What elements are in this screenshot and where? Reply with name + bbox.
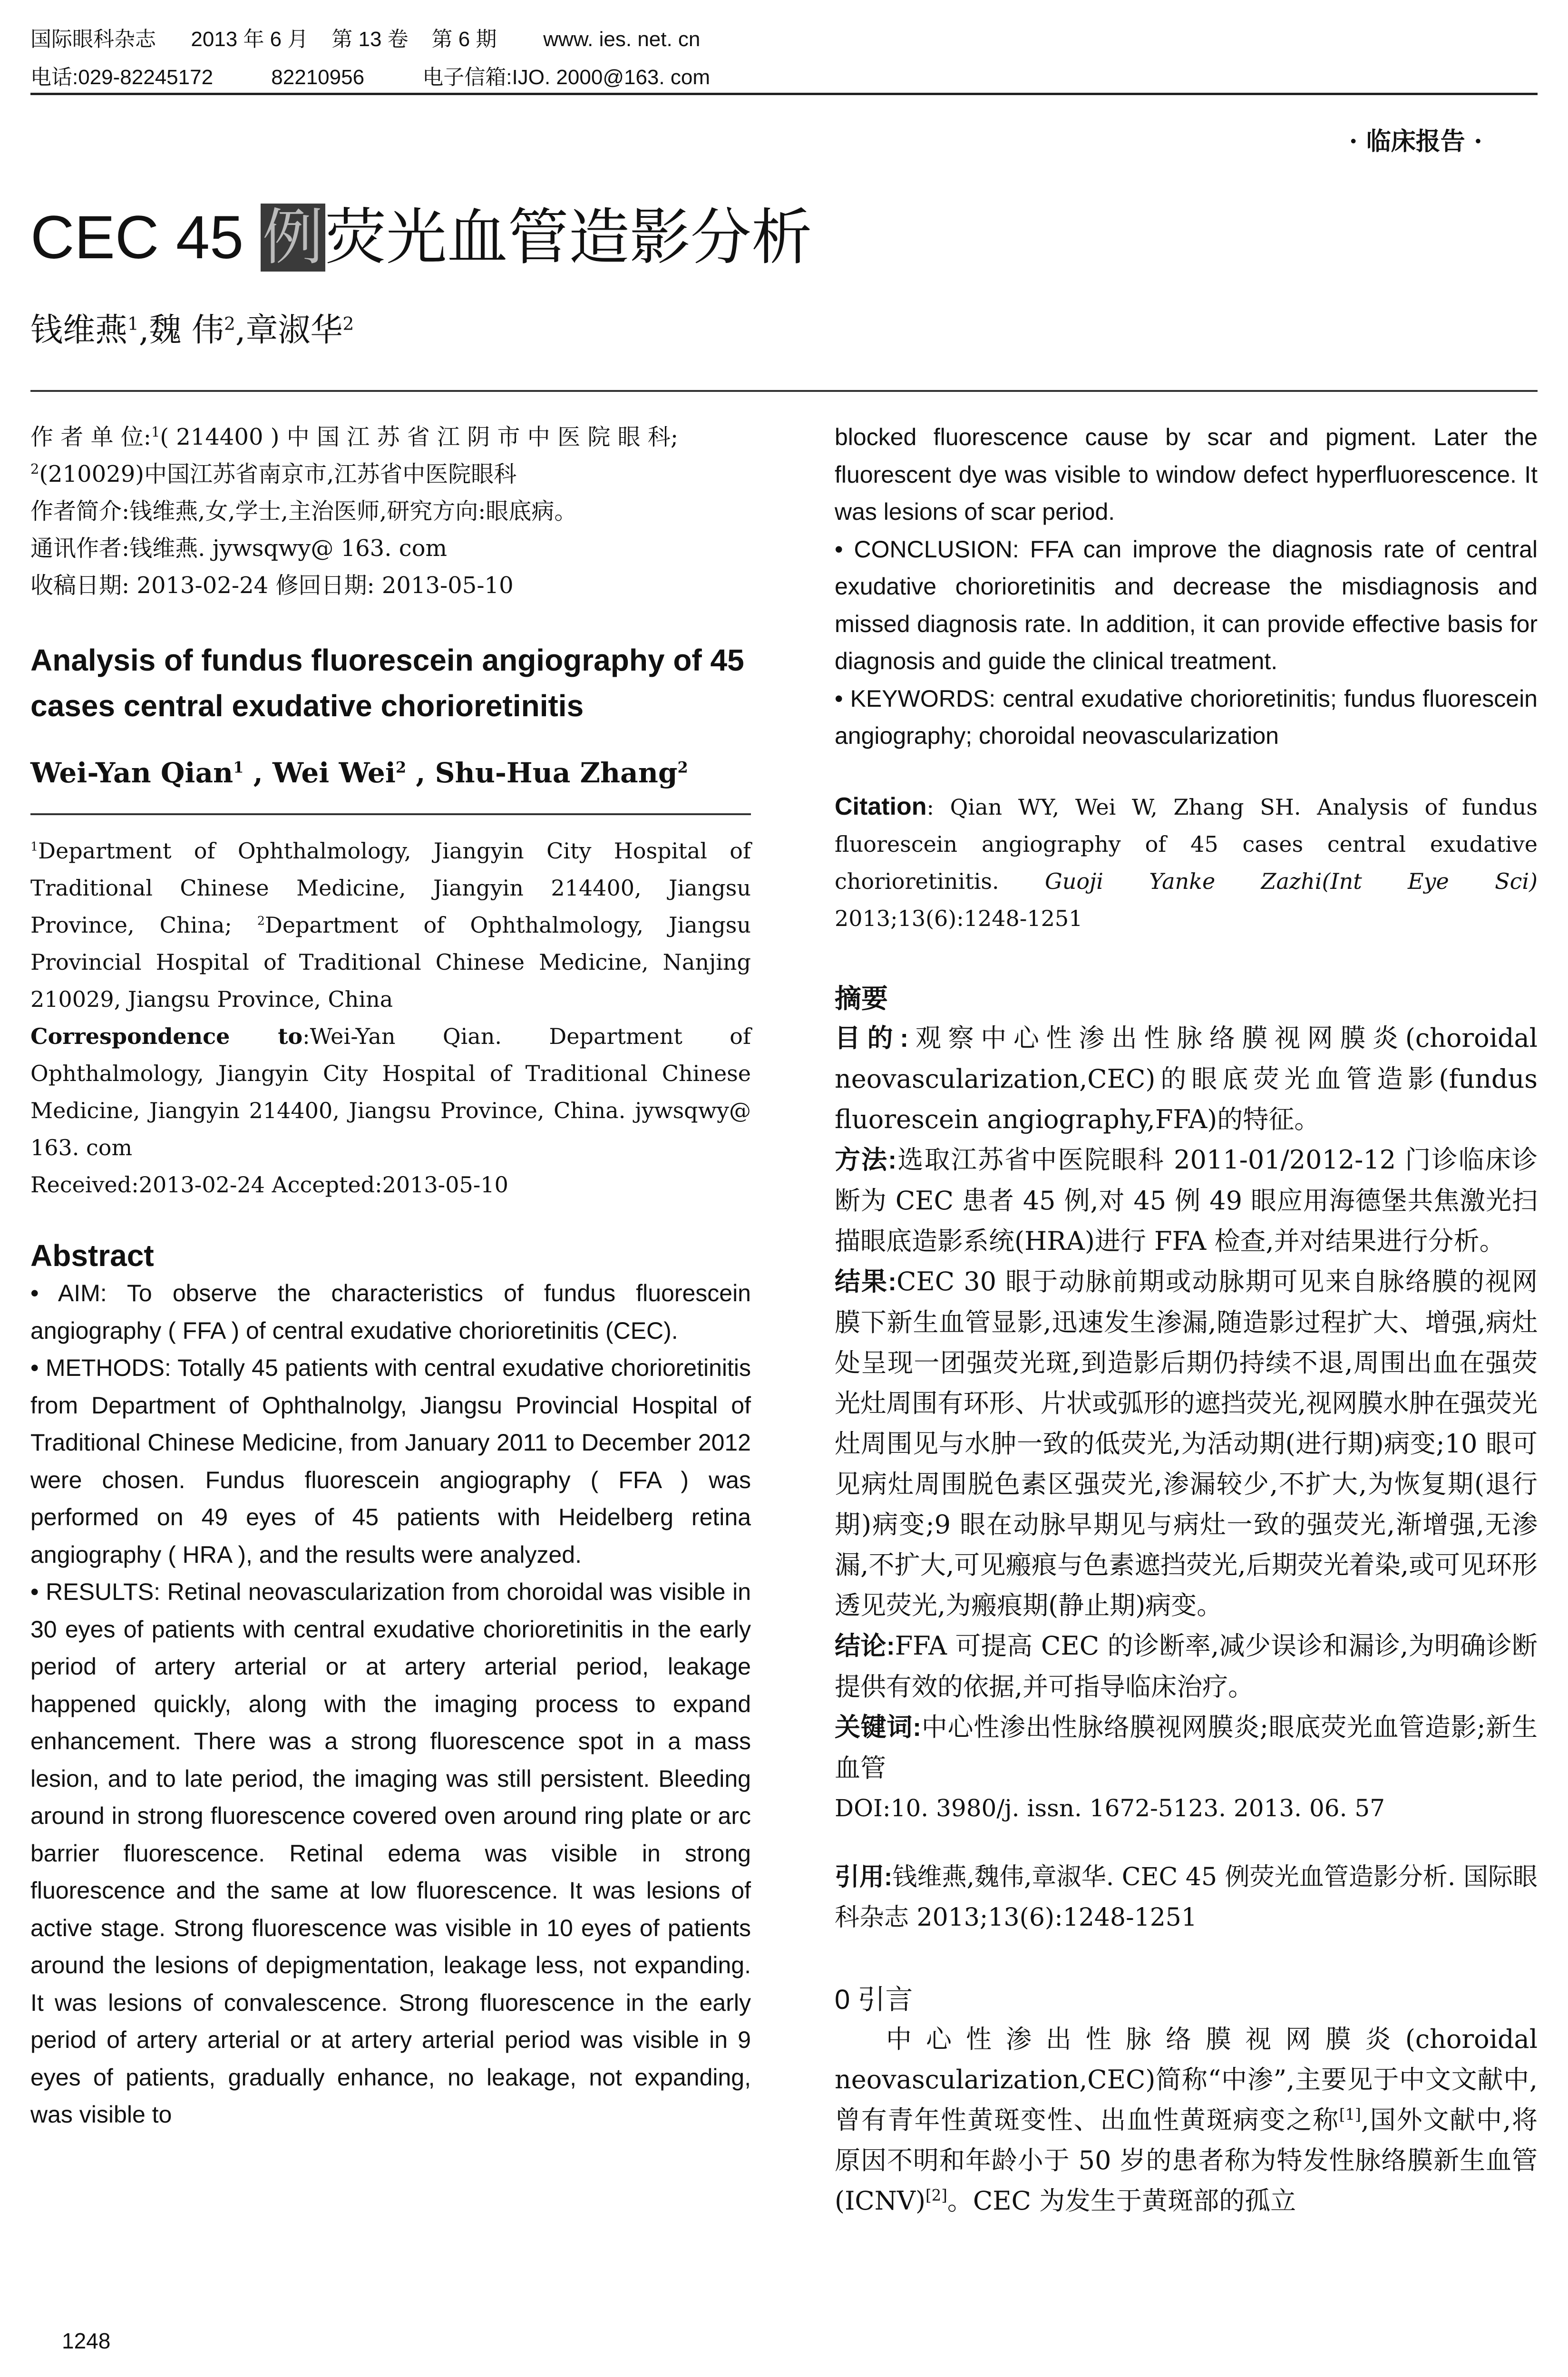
zh-conclusion: FFA 可提高 CEC 的诊断率,减少误诊和漏诊,为明确诊断提供有效的依据,并可指导临床治疗。 — [835, 1630, 1538, 1702]
author-affil-sup: 1 — [127, 313, 139, 334]
english-authors — [30, 751, 751, 794]
abstract-body — [30, 1275, 751, 2133]
zh-methods-label: 方法: — [835, 1145, 897, 1174]
intro-text-2: ,国外文献中,将原因不明和年龄小于 50 岁的患者称为特发性脉络膜新生血管(ICNV) — [835, 2104, 1538, 2216]
english-affiliations — [30, 832, 751, 1203]
author-affil-sup: 2 — [395, 758, 407, 777]
title-highlight: 例 — [261, 204, 325, 272]
page-number: 1248 — [62, 2328, 111, 2353]
abstract-results-continued: blocked fluorescence cause by scar and pigment. Later the fluorescent dye was visible to window defect hyperfluorescence. It was lesions of scar period. — [835, 424, 1538, 525]
unit-sup: 1 — [151, 424, 160, 440]
zh-keywords: 中心性渗出性脉络膜视网膜炎;眼底荧光血管造影;新生血管 — [835, 1712, 1538, 1783]
journal-header-line1: 国际眼科杂志 2013 年 6 月 第 13 卷 第 6 期 www. ies. net. cn — [30, 28, 701, 51]
title-prefix: CEC 45 — [30, 204, 261, 272]
unit-label: 作 者 单 位: — [30, 424, 151, 450]
zh-aim-label: 目的: — [835, 1023, 909, 1052]
corresponding-author: 通讯作者:钱维燕. jywsqwy@ 163. com — [30, 535, 448, 562]
author-list — [30, 309, 354, 352]
zh-methods: 选取江苏省中医院眼科 2011-01/2012-12 门诊临床诊断为 CEC 患者 45 例,对 45 例 49 眼应用海德堡共焦激光扫描眼底造影系统(HRA)进行 FFA 检查,并对结果进行分析。 — [835, 1144, 1538, 1256]
zh-citation-text: 钱维燕,魏伟,章淑华. CEC 45 例荧光血管造影分析. 国际眼科杂志 2013;13(6):1248-1251 — [835, 1862, 1538, 1932]
affiliation-2: Department of Ophthalmology, Jiangsu Provincial Hospital of Traditional Chinese Medicine, Nanjing 210029, Jiangsu Province, China — [30, 912, 751, 1012]
author-name: ,魏 伟 — [138, 312, 224, 349]
citation-tail: 2013;13(6):1248-1251 — [835, 905, 1083, 931]
abstract-aim: • AIM: To observe the characteristics of fundus fluorescein angiography ( FFA ) of central exudative chorioretinitis (CEC). — [30, 1280, 751, 1344]
author-name: 钱维燕 — [30, 312, 128, 349]
citation-journal: Guoji Yanke Zazhi(Int Eye Sci) — [1044, 868, 1538, 894]
correspondence-label: Correspondence to — [30, 1023, 303, 1049]
abstract-heading: Abstract — [30, 1238, 154, 1273]
intro-heading: 0 引言 — [835, 1984, 913, 2015]
author-affil-sup: 1 — [233, 758, 244, 777]
unit-sup: 2 — [30, 461, 39, 477]
english-title: Analysis of fundus fluorescein angiography of 45 cases central exudative chorioretinitis — [30, 643, 744, 723]
author-affil-sup: 2 — [224, 313, 235, 334]
abstract-methods: • METHODS: Totally 45 patients with central exudative chorioretinitis from Department of Ophthalnolgy, Jiangsu Provincial Hospital of Traditional Chinese Medicine, from January 2011 to December 2012 were chosen. Fundus fluorescein angiography ( FFA ) was performed on 49 eyes of 45 patients with Heidelberg retina angiography ( HRA ), and the results were analyzed. — [30, 1354, 751, 1568]
affil-sup: 2 — [257, 914, 265, 928]
intro-paragraph — [835, 2019, 1538, 2221]
citation-text: : Qian WY, Wei W, Zhang SH. Analysis of fundus fluorescein angiography of 45 cases central exudative chorioretinitis. — [835, 794, 1538, 894]
reference-marker[interactable]: [2] — [925, 2186, 947, 2204]
abstract-keywords: • KEYWORDS: central exudative chorioretinitis; fundus fluorescein angiography; choroidal neovascularization — [835, 685, 1538, 749]
intro-text-1: 中心性渗出性脉络膜视网膜炎(choroidal neovascularization,CEC)简称“中渗”,主要见于中文文献中,曾有青年性黄斑变性、出血性黄斑病变之称 — [835, 2024, 1538, 2135]
intro-text-3: 。CEC 为发生于黄斑部的孤立 — [947, 2185, 1296, 2216]
left-column — [30, 419, 751, 2133]
received-dates: 收稿日期: 2013-02-24 修回日期: 2013-05-10 — [30, 572, 514, 599]
zh-citation-label: 引用: — [835, 1863, 893, 1891]
author-metadata — [30, 419, 751, 604]
doi: DOI:10. 3980/j. issn. 1672-5123. 2013. 06. 57 — [835, 1794, 1385, 1822]
affil-sup: 1 — [30, 839, 39, 854]
author-intro: 作者简介:钱维燕,女,学士,主治医师,研究方向:眼底病。 — [30, 498, 577, 525]
header-rule — [30, 93, 1538, 95]
abstract-body-continued — [835, 419, 1538, 755]
zh-results: CEC 30 眼于动脉前期或动脉期可见来自脉络膜的视网膜下新生血管显影,迅速发生渗漏,随造影过程扩大、增强,病灶处呈现一团强荧光斑,到造影后期仍持续不退,周围出血在强荧光灶周围有环形、片状或弧形的遮挡荧光,视网膜水肿在强荧光灶周围见与水肿一致的低荧光,为活动期(进行期)病变;10 眼可见病灶周围脱色素区强荧光,渗漏较少,不扩大,为恢复期(退行期)病变;9 眼在动脉早期见与病灶一致的强荧光,渐增强,无渗漏,不扩大,可见瘢痕与色素遮挡荧光,后期荧光着染,或可见环形透见荧光,为瘢痕期(静止期)病变。 — [835, 1266, 1538, 1620]
author-name: Wei-Yan Qian — [30, 757, 234, 789]
zh-results-label: 结果: — [835, 1267, 897, 1296]
received-accepted: Received:2013-02-24 Accepted:2013-05-10 — [30, 1172, 508, 1198]
reference-marker[interactable]: [1] — [1339, 2105, 1361, 2124]
author-affil-sup: 2 — [342, 313, 354, 334]
abstract-results: • RESULTS: Retinal neovascularization from choroidal was visible in 30 eyes of patients with central exudative chorioretinitis in the early period of artery arterial or at artery arterial period, leakage happened quickly, along with the imaging process to expand enhancement. There was a strong fluorescence spot in a mass lesion, and to late period, the imaging was still persistent. Bleeding around in strong fluorescence covered oven around ring plate or arc barrier fluorescence. Retinal edema was visible in strong fluorescence and the same at low fluorescence. It was lesions of active stage. Strong fluorescence was visible in 10 eyes of patients around the lesions of depigmentation, leakage less, not expanding. It was lesions of convalescence. Strong fluorescence in the early period of artery arterial or at artery arterial period was visible in 9 eyes of patients, gradually enhance, no leakage, not expanding, was visible to — [30, 1578, 751, 2128]
unit-1: ( 214400 ) 中 国 江 苏 省 江 阴 市 中 医 院 眼 科; — [160, 424, 679, 450]
affiliation-1: Department of Ophthalmology, Jiangyin City Hospital of Traditional Chinese Medicine, Jiangyin 214400, Jiangsu Province, China; — [30, 838, 751, 938]
author-name: ,章淑华 — [235, 312, 343, 349]
citation-label: Citation — [835, 792, 927, 820]
author-affil-sup: 2 — [677, 758, 688, 777]
section-tag: · 临床报告 · — [1349, 127, 1482, 156]
author-name: , Shu-Hua Zhang — [406, 757, 678, 789]
zh-abstract-body — [835, 1018, 1538, 1829]
affiliation-rule — [30, 813, 751, 815]
right-column — [835, 419, 1538, 2221]
abstract-conclusion: • CONCLUSION: FFA can improve the diagnosis rate of central exudative chorioretinitis and decrease the misdiagnosis and missed diagnosis rate. In addition, it can provide effective basis for diagnosis and guide the clinical treatment. — [835, 536, 1538, 674]
unit-2: (210029)中国江苏省南京市,江苏省中医院眼科 — [39, 461, 517, 487]
zh-conclusion-label: 结论: — [835, 1631, 895, 1660]
title-rest: 荧光血管造影分析 — [325, 204, 812, 272]
author-name: , Wei Wei — [243, 757, 396, 789]
zh-aim: 观察中心性渗出性脉络膜视网膜炎(choroidal neovascularization,CEC)的眼底荧光血管造影(fundus fluorescein angiography,FFA)的特征。 — [835, 1023, 1538, 1134]
english-citation — [835, 788, 1538, 937]
correspondence-text: :Wei-Yan Qian. Department of Ophthalmology, Jiangyin City Hospital of Traditional Chinese Medicine, Jiangyin 214400, Jiangsu Province, China. jywsqwy@ 163. com — [30, 1023, 751, 1160]
journal-header-line2: 电话:029-82245172 82210956 电子信箱:IJO. 2000@163. com — [30, 66, 710, 89]
title-rule — [30, 390, 1538, 392]
zh-citation — [835, 1857, 1538, 1938]
zh-keywords-label: 关键词: — [835, 1713, 922, 1742]
article-title — [30, 200, 812, 276]
zh-abstract-heading: 摘要 — [835, 983, 888, 1013]
